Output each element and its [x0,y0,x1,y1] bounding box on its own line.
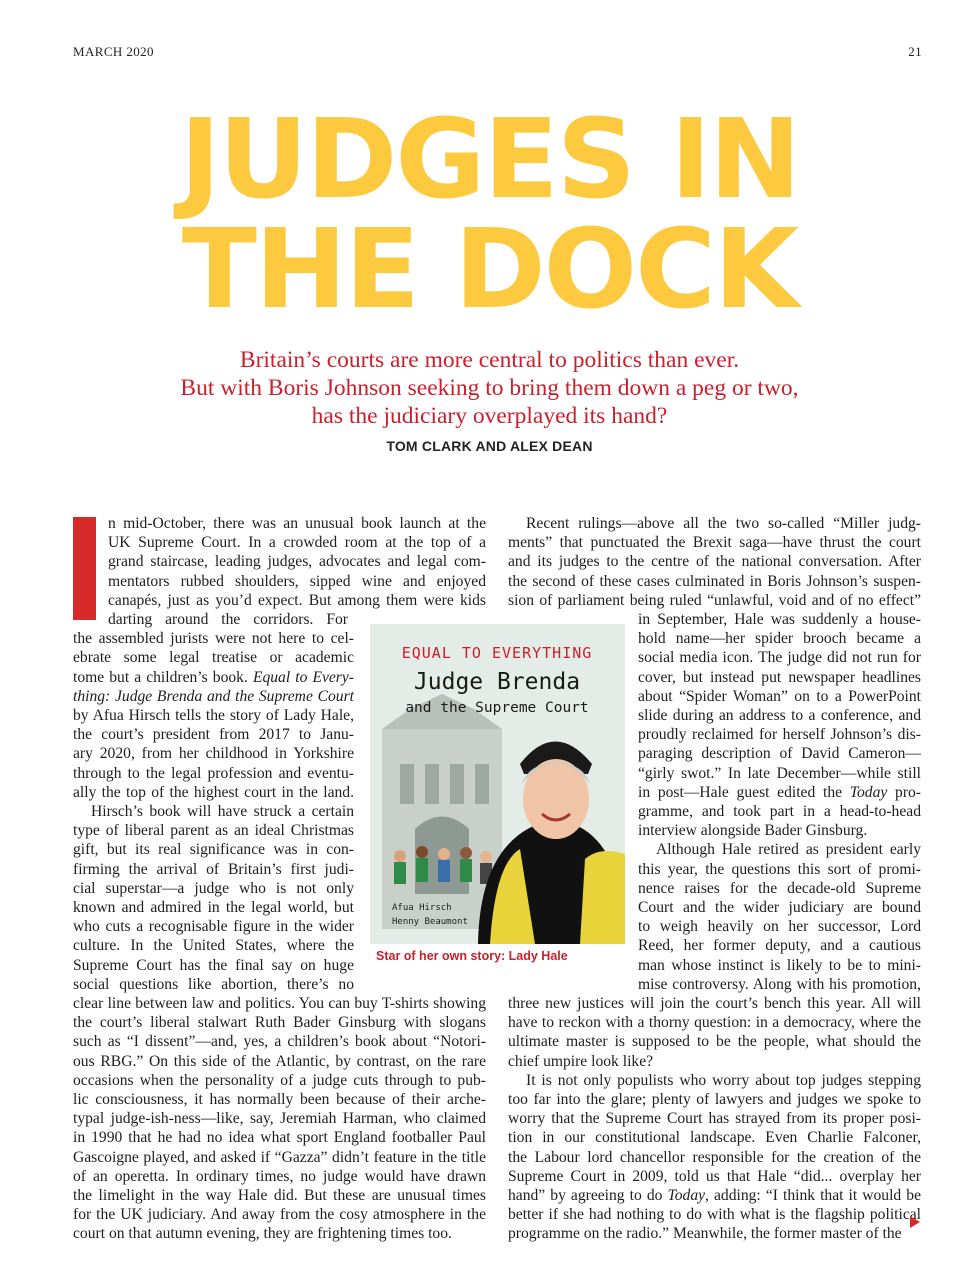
body-line: through to the legal profession and eventu- [73,764,354,782]
body-line: Although Hale retired as president early [656,841,921,859]
body-line: tome but a children’s book. Equal to Every- [73,668,354,686]
page-number: 21 [908,44,922,59]
standfirst-line-3: has the judiciary overplayed its hand? [311,403,668,429]
body-line: Reed, her former deputy, and a cautious [638,937,921,955]
body-line: “girly swot.” In late December—while still [638,764,921,782]
body-line: about “Spider Woman” on to a PowerPoint [638,687,921,705]
body-line: of an operetta. In ordinary times, no judge would have drawn [73,1167,486,1185]
body-line: the Labour lord chancellor responsible for the creation of the [508,1148,921,1166]
body-line: in 1990 that he had no idea what sport England footballer Paul [73,1129,486,1147]
body-line: such as “I dissent”—and, yes, a children’s book about “Notori- [73,1033,486,1051]
body-line: the court’s president from 2017 to Janu- [73,726,354,744]
body-line: UK Supreme Court. In a crowded room at the top of a [108,534,486,552]
body-line: culture. In the United States, where the [73,937,354,955]
body-line-text: in post—Hale guest edited the [638,783,850,801]
body-line: for the UK judiciary. And away from the cosy atmosphere in the [73,1206,486,1224]
body-line: darting around the corridors. For [108,611,348,628]
book-cover-illustrator: Henny Beaumont [392,917,468,927]
body-line: nence raises for the decade-old Supreme [638,879,921,897]
body-line: chief umpire look like? [508,1052,654,1070]
body-line: grand staircase, leading judges, advocates and legal com- [108,553,486,571]
body-line: who cuts a recognisable figure in the wider [73,918,354,936]
body-line: gramme, and took part in a head-to-head [638,803,921,820]
body-line: It is not only populists who worry about top judges stepping [526,1071,921,1089]
body-line: worry that the Supreme Court has strayed from its proper posi- [508,1110,921,1128]
body-line: three new justices will join the court’s bench this year. All will [508,995,921,1012]
body-line: ous RBG.” On this side of the Atlantic, by contrast, on the rare [73,1052,486,1070]
book-title-italic: thing: Judge Brenda and the Supreme Court [73,687,354,705]
standfirst [0,346,979,430]
programme-title-italic: Today [667,1187,706,1204]
book-title-italic: Equal to Every- [252,668,354,686]
body-line: ary 2020, from her childhood in Yorkshire [73,745,354,763]
body-line: Court and the wider judiciary are bound [638,899,921,916]
body-line-text: hand” by agreeing to do [508,1187,668,1204]
body-line: this year, the questions this sort of promi- [638,860,921,878]
body-line: programme on the radio.” Meanwhile, the former master of the [508,1225,902,1243]
body-line: cover, but instead put newspaper headlines [638,668,921,686]
body-line: lic consciousness, it has normally been because of their arche- [73,1091,486,1108]
body-line: type of liberal parent as an ideal Christmas [73,822,354,840]
body-line: to weigh heavily on her successor, Lord [638,918,921,936]
body-line: the court’s liberal stalwart Ruth Bader Ginsburg with slogans [73,1014,486,1032]
body-line: by Afua Hirsch tells the story of Lady Hale, [73,707,354,724]
body-line: mentators rubbed shoulders, sipped wine and enjoyed [108,572,486,590]
body-line: typal judge-ish-ness—like, say, Jeremiah Harman, who claimed [73,1110,486,1128]
body-line: too far into the glare; plenty of lawyers and judges we spoke to [508,1091,921,1108]
body-line: social questions like abortion, there’s no [73,975,354,993]
programme-title-italic: Today [849,783,888,801]
body-line: man whose instinct is likely to be to mini- [638,956,921,974]
body-line: n mid-October, there was an unusual book launch at the [108,515,486,532]
drop-cap-i [73,517,96,620]
book-cover-illustration [370,624,625,944]
body-line: better if she had nothing to do with what is the flagship political [508,1206,921,1224]
book-cover-top: EQUAL TO EVERYTHING [401,644,593,662]
body-line: tion in our constitutional landscape. Even Charlie Falconer, [508,1129,921,1147]
body-line: Gascoigne played, and asked if “Gazza” didn’t feature in the title [73,1148,486,1166]
body-line: Hirsch’s book will have struck a certain [91,803,354,820]
body-line-text: pro- [887,783,921,801]
headline-line-2: THE DOCK [181,205,798,333]
body-line-text: , adding: “I think that it would be [705,1187,921,1204]
standfirst-line-1: Britain’s courts are more central to politics than ever. [239,347,740,373]
body-line: mise controversy. Along with his promotion, [638,975,921,993]
body-line: hold name—her spider brooch became a [638,630,921,648]
book-cover-art [370,624,625,944]
body-line: have to reckon with a thorny question: in a democracy, where the [508,1014,921,1032]
body-line: Supreme Court in 2009, told us that Hale “did... overplay her [508,1167,921,1185]
body-line: firming the arrival of Britain’s first judi- [73,860,354,878]
issue-date: MARCH 2020 [73,44,154,59]
byline: TOM CLARK AND ALEX DEAN [386,438,593,454]
body-line: the assembled jurists were not here to cel- [73,630,354,648]
continue-arrow-icon [910,1216,920,1228]
body-line: the second of these cases culminated in Boris Johnson’s suspen- [508,572,921,590]
body-line: known and admired in the legal world, but [73,899,354,916]
image-caption: Star of her own story: Lady Hale [376,949,568,963]
body-line: in September, Hale was suddenly a house- [638,611,921,628]
body-line [73,687,354,706]
body-line [508,1186,921,1205]
body-line: the limelight in the way Hale did. But these are unusual times [73,1187,486,1204]
body-line: Recent rulings—above all the two so-called “Miller judg- [526,515,921,532]
body-line: ebrate some legal treatise or academic [73,649,354,667]
body-line: paraging description of David Cameron— [638,745,921,763]
body-line: and its judges to the centre of the national conversation. After [508,553,921,571]
body-line: social media icon. The judge did not run for [638,649,921,667]
body-line: gift, but its real significance was in con- [73,841,354,859]
body-line: ments” that punctuated the Brexit saga—have thrust the court [508,534,921,552]
book-cover-title: Judge Brenda [413,669,581,695]
book-cover-author: Afua Hirsch [392,903,452,913]
headline-line-1: JUDGES IN [179,95,800,223]
book-cover-subtitle: and the Supreme Court [405,700,589,716]
body-line: cial superstar—a judge who is not only [73,879,354,897]
body-line: occasions when the personality of a judge cuts through to pub- [73,1071,486,1089]
standfirst-line-2: But with Boris Johnson seeking to bring them down a peg or two, [180,375,799,401]
body-line: proudly reclaimed for herself Johnson’s dis- [638,726,921,744]
body-line: Supreme Court has the final say on huge [73,956,354,974]
body-line: court on that autumn evening, they are frightening times too. [73,1225,452,1243]
body-line: interview alongside Bader Ginsburg. [638,822,868,840]
body-line: clear line between law and politics. You can buy T-shirts showing [73,995,486,1012]
body-line: ally the top of the highest court in the land. [73,783,354,801]
body-line: canapés, just as you’d expect. But among them were kids [108,591,486,609]
body-line: slide during an address to a conference, and [638,707,921,724]
body-line: sion of parliament being ruled “unlawful, void and of no effect” [508,591,921,609]
body-line [638,783,921,802]
body-line: ultimate master is supposed to be the people, what should the [508,1033,921,1051]
